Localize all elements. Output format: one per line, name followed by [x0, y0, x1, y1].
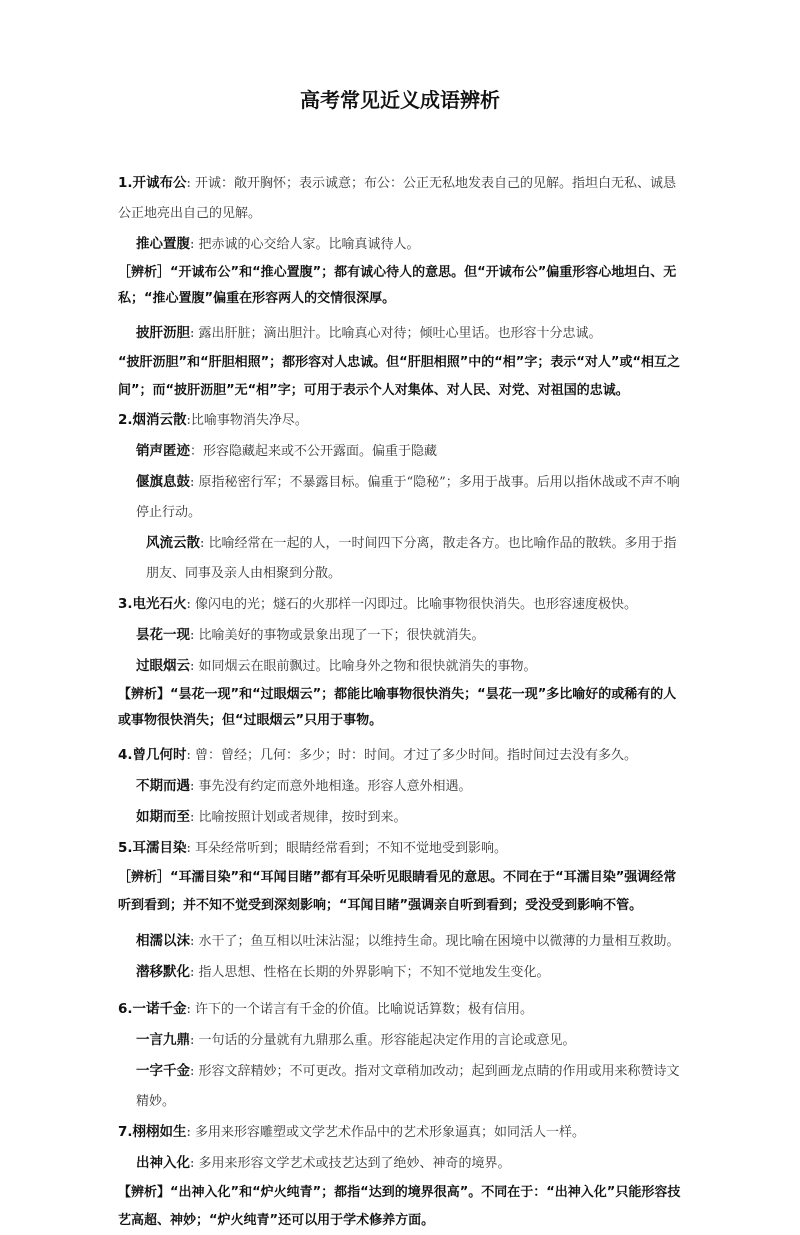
entry-21: [118, 1148, 688, 1179]
document-body: [118, 168, 688, 1235]
entry-definition: : 多用来形容文学艺术或技艺达到了绝妙、神奇的境界。: [190, 1156, 511, 1171]
entry-term: 3.电光石火: [118, 596, 187, 612]
entry-term: 推心置腹: [136, 236, 190, 252]
entry-16: [118, 957, 688, 988]
entry-term: 风流云散: [146, 535, 200, 551]
entry-2: [118, 229, 688, 260]
entry-19: [118, 1056, 688, 1117]
entry-term: 6.一诺千金: [118, 1001, 187, 1017]
entry-term: 出神入化: [136, 1155, 190, 1171]
entry-6: [118, 467, 688, 528]
entry-definition: : 水干了；鱼互相以吐沫沾湿；以维持生命。现比喻在困境中以微薄的力量相互救助。: [190, 934, 680, 949]
entry-definition: : 曾：曾经；几何：多少；时：时间。才过了多少时间。指时间过去没有多久。: [186, 748, 638, 763]
entry-10: [118, 651, 688, 682]
entry-definition: :比喻事物消失净尽。: [186, 413, 308, 428]
entry-definition: : 把赤诚的心交给人家。比喻真诚待人。: [190, 237, 420, 252]
entry-13: [118, 802, 688, 833]
entry-definition: : 许下的一个诺言有千金的价值。比喻说话算数；极有信用。: [186, 1002, 534, 1017]
entry-17: [118, 994, 688, 1025]
entry-term: 不期而遇: [136, 778, 190, 794]
entry-definition: : 形容文辞精妙；不可更改。指对文章稍加改动；起到画龙点睛的作用或用来称赞诗文精妙。: [136, 1064, 680, 1109]
entry-definition: : 露出肝脏；滴出胆汁。比喻真心对待；倾吐心里话。也形容十分忠诚。: [190, 326, 602, 341]
entry-definition: : 比喻按照计划或者规律，按时到来。: [190, 810, 407, 825]
analysis-1: ［辨析］“开诚布公”和“推心置腹”；都有诚心待人的意思。但“开诚布公”偏重形容心地坦白、无私；“推心置腹”偏重在形容两人的交情很深厚。: [118, 265, 677, 306]
entry-1: [118, 168, 688, 229]
entry-term: 销声匿迹: [136, 443, 190, 459]
entry-definition: : 多用来形容雕塑或文学艺术作品中的艺术形象逼真；如同活人一样。: [186, 1125, 586, 1140]
entry-definition: : 事先没有约定而意外地相逢。形容人意外相遇。: [190, 779, 472, 794]
entry-term: 昙花一现: [136, 627, 190, 643]
entry-term: 1.开诚布公: [118, 175, 187, 191]
entry-term: 一言九鼎: [136, 1032, 190, 1048]
entry-term: 5.耳濡目染: [118, 840, 187, 856]
entry-5: [118, 436, 688, 467]
entry-15: [118, 926, 688, 957]
entry-definition: : 像闪电的光；燧石的火那样一闪即过。比喻事物很快消失。也形容速度极快。: [186, 597, 638, 612]
entry-term: 一字千金: [136, 1063, 190, 1079]
analysis-2: “披肝沥胆”和“肝胆相照”；都形容对人忠诚。但“肝胆相照”中的“相”字；表示“对人”或“相互之间”；而“披肝沥胆”无“相”字；可用于表示个人对集体、对人民、对党、对祖国的忠诚。: [118, 355, 680, 398]
entry-18: [118, 1025, 688, 1056]
document-title: 高考常见近义成语辨析: [300, 88, 500, 112]
entry-definition: : 比喻美好的事物或景象出现了一下；很快就消失。: [190, 628, 485, 643]
analysis-5: 【辨析】“出神入化”和“炉火纯青”；都指“达到的境界很高”。不同在于：“出神入化”只能形容技艺高超、神妙；“炉火纯青”还可以用于学术修养方面。: [118, 1185, 681, 1228]
entry-11: [118, 740, 688, 771]
entry-definition: : 开诚：敞开胸怀；表示诚意；布公：公正无私地发表自己的见解。指坦白无私、诚恳公正地亮出自己的见解。: [118, 176, 677, 221]
entry-definition: : 指人思想、性格在长期的外界影响下；不知不觉地发生变化。: [190, 965, 550, 980]
entry-term: 过眼烟云: [136, 658, 190, 674]
entry-term: 4.曾几何时: [118, 747, 187, 763]
entry-8: [118, 589, 688, 620]
entry-term: 偃旗息鼓: [136, 474, 190, 490]
entry-definition: ：形容隐藏起来或不公开露面。偏重于隐藏: [190, 444, 438, 459]
entry-definition: : 如同烟云在眼前飘过。比喻身外之物和很快就消失的事物。: [190, 659, 537, 674]
entry-definition: : 耳朵经常听到；眼睛经常看到；不知不觉地受到影响。: [186, 841, 508, 856]
entry-4: [118, 405, 688, 436]
entry-definition: : 一句话的分量就有九鼎那么重。形容能起决定作用的言论或意见。: [190, 1033, 576, 1048]
analysis-4: ［辨析］“耳濡目染”和“耳闻目睹”都有耳朵听见眼睛看见的意思。不同在于“耳濡目染”强调经常听到看到；并不知不觉受到深刻影响；“耳闻目睹”强调亲自听到看到；受没受到影响不管。: [118, 870, 677, 913]
entry-20: [118, 1117, 688, 1148]
entry-term: 相濡以沫: [136, 933, 190, 949]
entry-definition: : 比喻经常在一起的人，一时间四下分离，散走各方。也比喻作品的散轶。多用于指朋友、同事及亲人由相聚到分散。: [146, 536, 677, 581]
entry-7: [118, 528, 688, 589]
entry-14: [118, 833, 688, 864]
entry-term: 7.栩栩如生: [118, 1124, 187, 1140]
entry-9: [118, 620, 688, 651]
entry-term: 如期而至: [136, 809, 190, 825]
analysis-3: 【辨析】“昙花一现”和“过眼烟云”；都能比喻事物很快消失；“昙花一现”多比喻好的或稀有的人或事物很快消失；但“过眼烟云”只用于事物。: [118, 687, 677, 728]
entry-term: 披肝沥胆: [136, 325, 190, 341]
entry-term: 潜移默化: [136, 964, 190, 980]
entry-12: [118, 771, 688, 802]
entry-3: [118, 318, 688, 349]
entry-definition: : 原指秘密行军；不暴露目标。偏重于“隐秘”；多用于战事。后用以指休战或不声不响停止行动。: [136, 475, 680, 520]
entry-term: 2.烟消云散: [118, 412, 187, 428]
